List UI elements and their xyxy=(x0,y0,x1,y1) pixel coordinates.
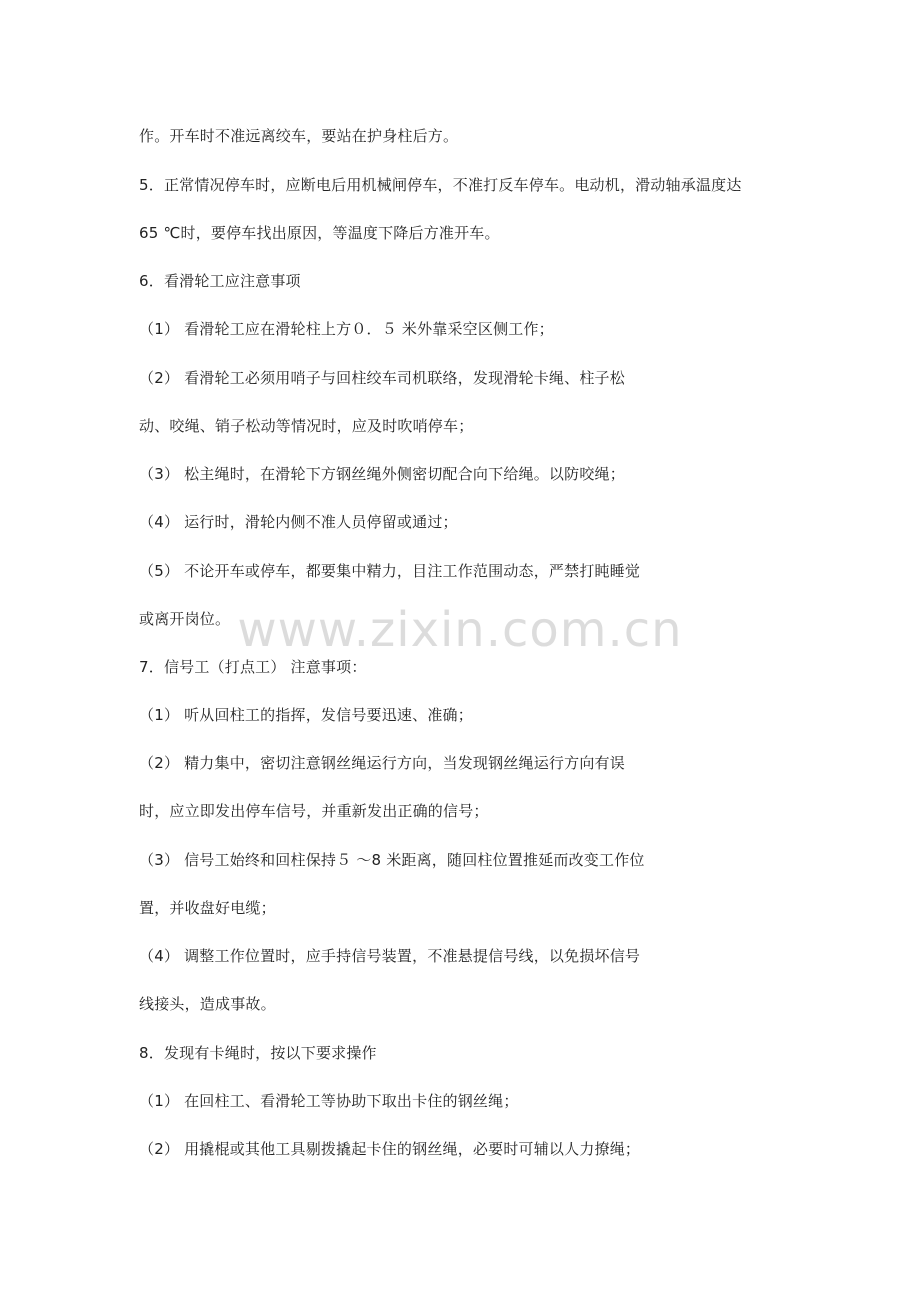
text-line: （3） 信号工始终和回柱保持５ ～8 米距离，随回柱位置推延而改变工作位 xyxy=(139,851,645,869)
section-heading: 7．信号工（打点工） 注意事项： xyxy=(139,658,367,676)
text-line: 5．正常情况停车时，应断电后用机械闸停车，不准打反车停车。电动机，滑动轴承温度达 xyxy=(139,176,742,194)
text-line: 置，并收盘好电缆； xyxy=(139,899,276,917)
text-line: （3） 松主绳时，在滑轮下方钢丝绳外侧密切配合向下给绳。以防咬绳； xyxy=(139,465,625,483)
watermark: www.zixin.com.cn xyxy=(237,602,683,658)
text-line: （5） 不论开车或停车，都要集中精力，目注工作范围动态，严禁打盹睡觉 xyxy=(139,562,641,580)
text-line: 动、咬绳、销子松动等情况时，应及时吹哨停车； xyxy=(139,417,474,435)
section-heading: 8．发现有卡绳时，按以下要求操作 xyxy=(139,1044,377,1062)
text-line: 或离开岗位。 xyxy=(139,610,231,628)
section-heading: 6．看滑轮工应注意事项 xyxy=(139,272,301,290)
text-line: 作。开车时不准远离绞车，要站在护身柱后方。 xyxy=(139,127,459,145)
text-line: 线接头，造成事故。 xyxy=(139,995,276,1013)
text-line: （1） 在回柱工、看滑轮工等协助下取出卡住的钢丝绳； xyxy=(139,1092,519,1110)
text-line: （2） 用撬棍或其他工具剔拨撬起卡住的钢丝绳，必要时可辅以人力撩绳； xyxy=(139,1140,641,1158)
text-line: （2） 精力集中，密切注意钢丝绳运行方向，当发现钢丝绳运行方向有误 xyxy=(139,754,625,772)
text-line: （4） 调整工作位置时，应手持信号装置，不准悬提信号线，以免损坏信号 xyxy=(139,947,641,965)
text-line: （1） 听从回柱工的指挥，发信号要迅速、准确； xyxy=(139,706,473,724)
text-line: （4） 运行时，滑轮内侧不准人员停留或通过； xyxy=(139,513,458,531)
text-line: （2） 看滑轮工必须用哨子与回柱绞车司机联络，发现滑轮卡绳、柱子松 xyxy=(139,369,625,387)
text-line: （1） 看滑轮工应在滑轮柱上方０．５ 米外靠采空区侧工作； xyxy=(139,320,554,338)
text-line: 65 ℃时，要停车找出原因，等温度下降后方准开车。 xyxy=(139,224,500,242)
text-line: 时，应立即发出停车信号，并重新发出正确的信号； xyxy=(139,802,489,820)
